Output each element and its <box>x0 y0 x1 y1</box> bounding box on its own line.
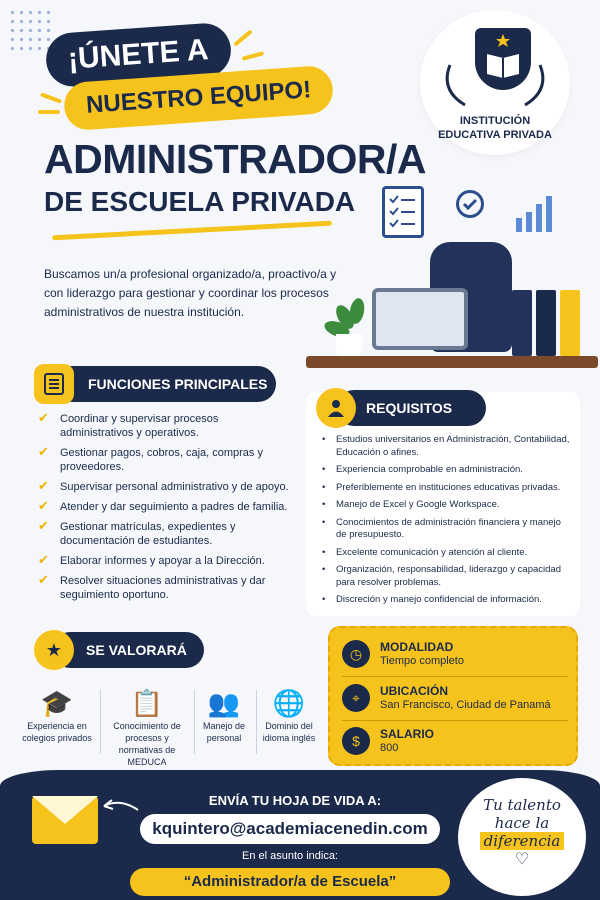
graduation-cap-icon: 🎓 <box>40 688 74 718</box>
valued-heading: SE VALORARÁ <box>52 632 204 668</box>
bar-chart-icon <box>516 196 560 232</box>
salary-label: SALARIO <box>380 727 434 741</box>
star-icon: ★ <box>34 630 74 670</box>
location-value: San Francisco, Ciudad de Panamá <box>380 699 551 711</box>
valued-item <box>192 686 256 744</box>
location-pin-icon: ⌖ <box>342 684 370 712</box>
modality-value: Tiempo completo <box>380 655 464 667</box>
list-item: • Estudios universitarios en Administración, Contabilidad, Educación o afines. <box>322 434 572 459</box>
decorative-burst <box>40 92 62 103</box>
title-underline <box>52 221 332 241</box>
valued-item <box>20 686 94 744</box>
requirements-heading: REQUISITOS <box>336 390 486 426</box>
divider <box>100 690 101 754</box>
plant-pot-illustration <box>336 334 362 356</box>
subject-label: En el asunto indica: <box>241 850 338 862</box>
desk-illustration <box>306 356 598 368</box>
decorative-burst <box>38 110 60 114</box>
person-icon <box>316 388 356 428</box>
globe-icon: 🌐 <box>272 688 306 718</box>
functions-heading: FUNCIONES PRINCIPALES <box>50 366 276 402</box>
job-details-box <box>328 626 578 766</box>
salary-value: 800 <box>380 742 399 754</box>
list-item: ✔ Gestionar matrículas, expedientes y documentación de estudiantes. <box>38 520 293 548</box>
valued-item <box>256 686 322 744</box>
list-item: ✔ Gestionar pagos, cobros, caja, compras y proveedores. <box>38 446 293 474</box>
document-shield-icon: 📋 <box>130 688 164 718</box>
list-item: • Excelente comunicación y atención al cliente. <box>322 547 572 560</box>
binder-illustration <box>512 290 532 356</box>
badge-line-1: INSTITUCIÓN <box>459 115 531 127</box>
talent-line-3: diferencia <box>480 832 565 850</box>
talent-badge <box>458 778 586 896</box>
list-item: • Conocimientos de administración financiera y manejo de presupuesto. <box>322 517 572 542</box>
valued-item-label: Dominio del idioma inglés <box>262 721 316 743</box>
valued-item-label: Experiencia en colegios privados <box>22 721 92 743</box>
job-title: ADMINISTRADOR/A <box>44 136 426 182</box>
list-item: ✔ Coordinar y supervisar procesos administrativos y operativos. <box>38 412 293 440</box>
arrow-icon <box>100 796 140 816</box>
heart-icon: ♡ <box>514 849 530 868</box>
talent-line-2: hace la <box>494 814 550 832</box>
badge-label <box>420 114 570 142</box>
email-link[interactable]: kquintero@academiacenedin.com <box>140 814 440 844</box>
checkmark-circle-icon <box>456 190 484 218</box>
divider <box>342 676 568 677</box>
binder-illustration <box>536 290 556 356</box>
badge-line-2: EDUCATIVA PRIVADA <box>438 129 552 141</box>
subject-value: “Administrador/a de Escuela” <box>130 868 450 896</box>
list-item: ✔ Elaborar informes y apoyar a la Dirección. <box>38 554 293 568</box>
people-icon: 👥 <box>207 688 241 718</box>
institution-badge <box>420 10 570 155</box>
valued-item <box>104 686 190 768</box>
laptop-illustration <box>372 288 468 350</box>
location-row <box>342 678 568 718</box>
list-item: ✔ Atender y dar seguimiento a padres de familia. <box>38 500 293 514</box>
list-item: • Discreción y manejo confidencial de información. <box>322 594 572 607</box>
list-item: • Manejo de Excel y Google Workspace. <box>322 499 572 512</box>
list-item: ✔ Resolver situaciones administrativas y dar seguimiento oportuno. <box>38 574 293 602</box>
checklist-icon <box>34 364 74 404</box>
list-item: ✔ Supervisar personal administrativo y de apoyo. <box>38 480 293 494</box>
modality-label: MODALIDAD <box>380 640 454 654</box>
valued-item-label: Conocimiento de procesos y normativas de MEDUCA <box>113 721 181 767</box>
decorative-burst <box>233 29 252 46</box>
valued-item-label: Manejo de personal <box>202 721 246 743</box>
dollar-icon: $ <box>342 727 370 755</box>
functions-list <box>38 412 293 608</box>
salary-row <box>342 721 568 761</box>
job-subtitle: DE ESCUELA PRIVADA <box>44 186 356 217</box>
list-item: • Preferiblemente en instituciones educativas privadas. <box>322 482 572 495</box>
join-us-headline: ¡ÚNETE A <box>44 22 232 89</box>
modality-row <box>342 634 568 674</box>
list-item: • Experiencia comprobable en administración. <box>322 464 572 477</box>
talent-line-1: Tu talento <box>483 796 561 814</box>
decorative-burst <box>242 51 264 61</box>
envelope-flap <box>32 796 98 824</box>
plant-leaf <box>348 297 366 325</box>
binder-illustration <box>560 290 580 356</box>
location-label: UBICACIÓN <box>380 684 448 698</box>
intro-text: Buscamos un/a profesional organizado/a, proactivo/a y con liderazgo para gestionar y coordinar los procesos administrativos de nuestra institución. <box>44 267 337 319</box>
send-cv-title: ENVÍA TU HOJA DE VIDA A: <box>208 793 382 808</box>
laurel-icon <box>440 60 550 110</box>
requirements-list <box>322 434 572 612</box>
clock-icon: ◷ <box>342 640 370 668</box>
clipboard-icon <box>382 186 424 238</box>
our-team-headline: NUESTRO EQUIPO! <box>63 65 335 132</box>
list-item: • Organización, responsabilidad, liderazgo y capacidad para resolver problemas. <box>322 564 572 589</box>
